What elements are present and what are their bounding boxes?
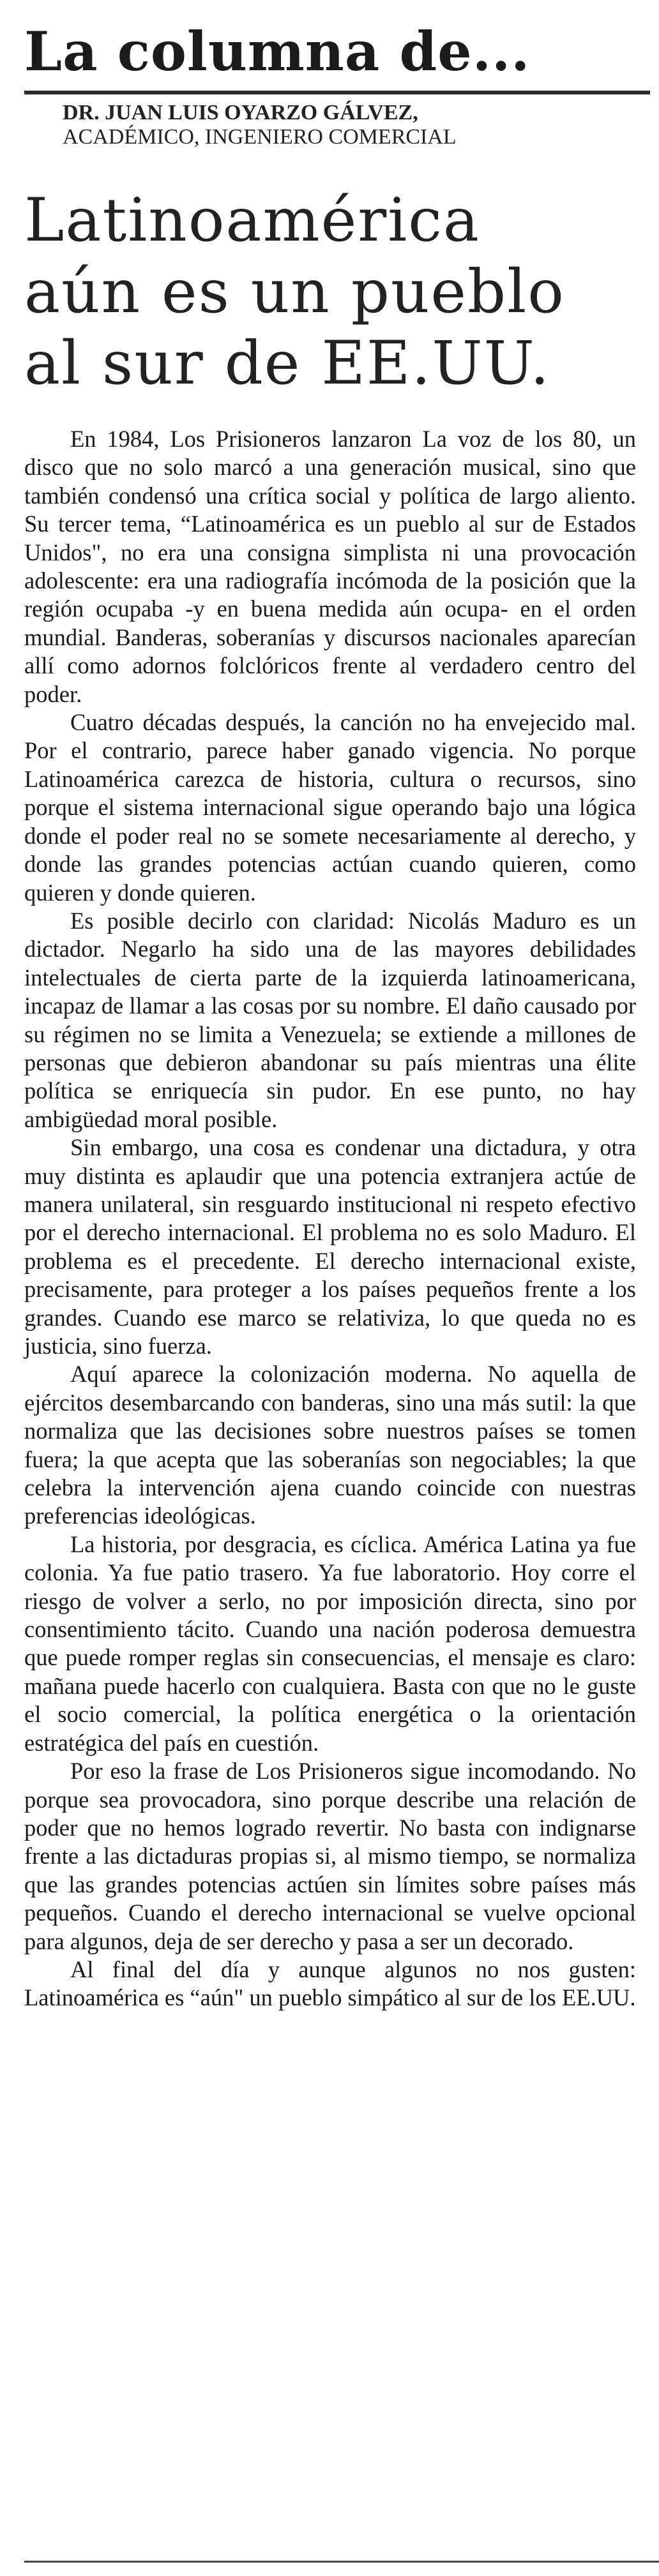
paragraph: Aquí aparece la colonización moderna. No aquella de ejércitos desembarcando con banderas, sino una más sutil: la que normaliza que las decisiones sobre nuestros países se tomen fuera; la que acepta que las soberanías son negociables; la que celebra la intervención ajena cuando coincide con nuestras preferencias ideológicas. (24, 1361, 636, 1529)
paragraph: En 1984, Los Prisioneros lanzaron La voz de los 80, un disco que no solo marcó a una generación musical, sino que también condensó una crítica social y política de largo aliento. Su tercer tema, “Latinoamérica es un pueblo al sur de Estados Unidos", no era una consigna simplista ni una provocación adolescente: era una radiografía incómoda de la posición que la región ocupaba -y en buena medida aún ocupa- en el orden mundial. Banderas, soberanías y discursos nacionales aparecían allí como adornos folclóricos frente al verdadero centro del poder. (24, 426, 636, 707)
paragraph: Es posible decirlo con claridad: Nicolás Maduro es un dictador. Negarlo ha sido una de las mayores debilidades intelectuales de cierta parte de la izquierda latinoamericana, incapaz de llamar a las cosas por su nombre. El daño causado por su régimen no se limita a Venezuela; se extiende a millones de personas que debieron abandonar su país mientras una élite política se enriquecía sin pudor. En ese punto, no hay ambigüedad moral posible. (24, 907, 636, 1132)
paragraph: Por eso la frase de Los Prisioneros sigue incomodando. No porque sea provocadora, sino porque describe una relación de poder que no hemos logrado revertir. No basta con indignarse frente a las dictaduras propias si, al mismo tiempo, se normaliza que las grandes potencias actúen sin límites sobre países más pequeños. Cuando el derecho internacional se vuelve opcional para algunos, deja de ser derecho y pasa a ser un decorado. (24, 1758, 636, 1954)
footer-rule (24, 2561, 659, 2563)
section-title: La columna de... (24, 17, 650, 94)
paragraph: Al final del día y aunque algunos no nos gusten: Latinoamérica es “aún" un pueblo simpático al sur de los EE.UU. (24, 1956, 636, 2011)
headline-line: Latinoamérica (24, 186, 480, 255)
headline-line: al sur de EE.UU. (24, 329, 551, 398)
article-body (24, 425, 636, 2012)
paragraph: Cuatro décadas después, la canción no ha envejecido mal. Por el contrario, parece haber ganado vigencia. No porque Latinoamérica carezca de historia, cultura o recursos, sino porque el sistema internacional sigue operando bajo una lógica donde el poder real no se somete necesariamente al derecho, y donde las grandes potencias actúan cuando quieren, como quieren y donde quieren. (24, 709, 636, 906)
byline (63, 101, 650, 149)
headline (24, 185, 650, 400)
article-page (24, 0, 650, 2012)
author-role: ACADÉMICO, INGENIERO COMERCIAL (63, 125, 457, 149)
author-name: DR. JUAN LUIS OYARZO GÁLVEZ, (63, 101, 418, 124)
paragraph: La historia, por desgracia, es cíclica. América Latina ya fue colonia. Ya fue patio trasero. Ya fue laboratorio. Hoy corre el riesgo de volver a serlo, no por imposición directa, sino por consentimiento tácito. Cuando una nación poderosa demuestra que puede romper reglas sin consecuencias, el mensaje es claro: mañana puede hacerlo con cualquiera. Basta con que no le guste el socio comercial, la política energética o la orientación estratégica del país en cuestión. (24, 1531, 636, 1756)
headline-line: aún es un pueblo (24, 257, 565, 327)
paragraph: Sin embargo, una cosa es condenar una dictadura, y otra muy distinta es aplaudir que una potencia extranjera actúe de manera unilateral, sin resguardo institucional ni respeto efectivo por el derecho internacional. El problema no es solo Maduro. El problema es el precedente. El derecho internacional existe, precisamente, para proteger a los países pequeños frente a los grandes. Cuando ese marco se relativiza, lo que queda no es justicia, sino fuerza. (24, 1134, 636, 1359)
